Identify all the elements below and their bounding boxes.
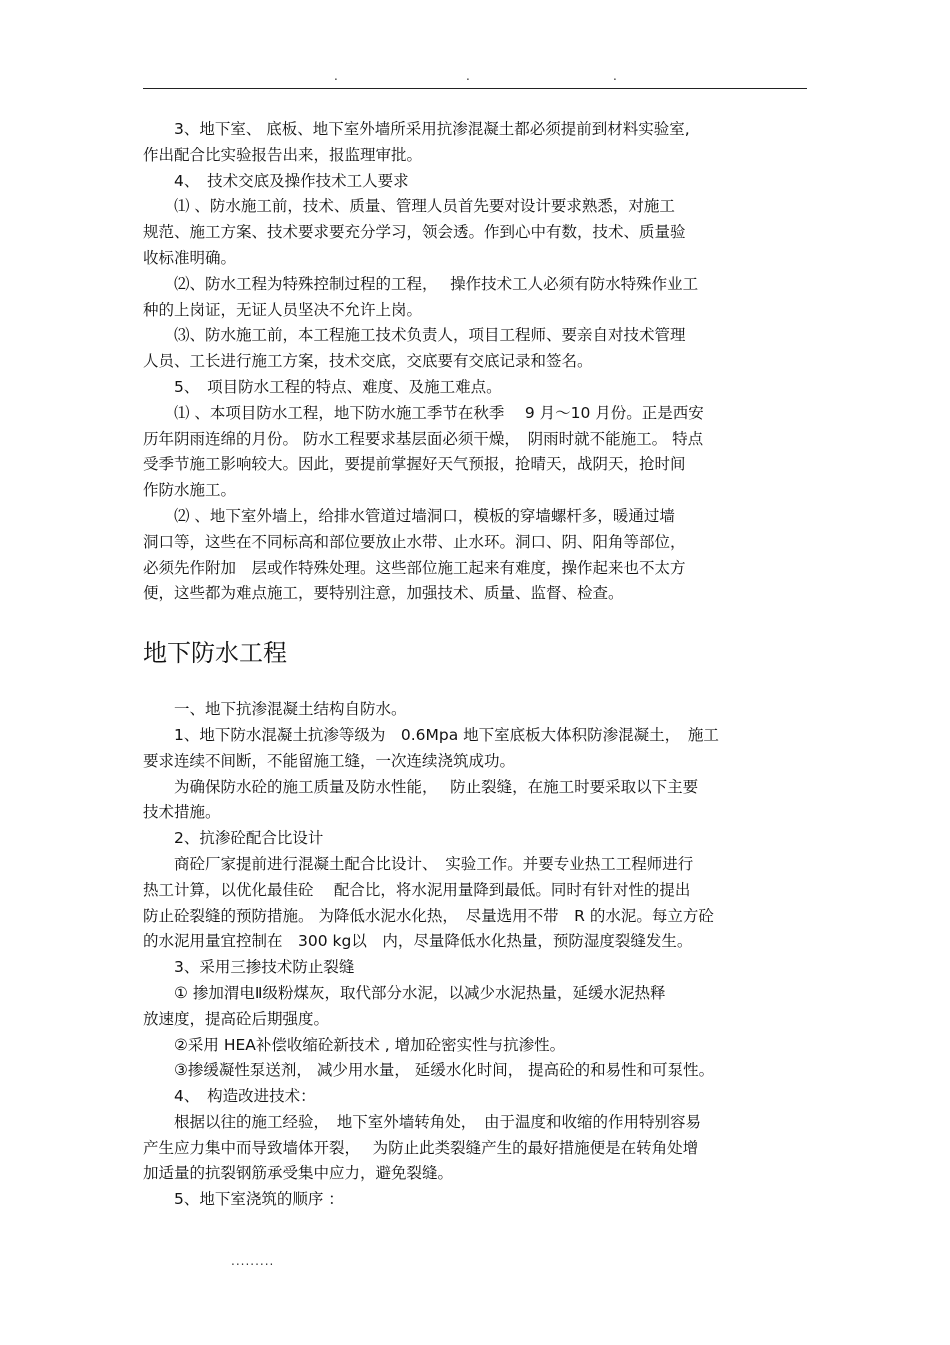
footer-dots: ......... [231,1254,275,1268]
text-line: ⑴ 、防水施工前，技术、质量、管理人员首先要对设计要求熟悉，对施工 [143,197,675,216]
text-line: 4、 技术交底及操作技术工人要求 [143,171,409,190]
text-line: 防止砼裂缝的预防措施。 为降低水泥水化热， 尽量选用不带 R 的水泥。每立方砼 [143,906,714,925]
text-line: 的水泥用量宜控制在 300 kg以 内，尽量降低水化热量，预防湿度裂缝发生。 [143,932,693,951]
header-dot: . [466,69,470,83]
text-line: 根据以往的施工经验， 地下室外墙转角处， 由于温度和收缩的作用特别容易 [143,1112,702,1131]
text-line: 加适量的抗裂钢筋承受集中应力，避免裂缝。 [143,1164,454,1183]
text-line: 3、地下室、 底板、地下室外墙所采用抗渗混凝土都必须提前到材料实验室, [143,120,690,138]
text-line: 2、抗渗砼配合比设计 [143,829,324,848]
text-line: 必须先作附加 层或作特殊处理。这些部位施工起来有难度，操作起来也不太方 [143,558,686,577]
text-line: 热工计算，以优化最佳砼 配合比，将水泥用量降到最低。同时有针对性的提出 [143,880,691,899]
section-construction-requirements [143,117,807,607]
text-line: 4、 构造改进技术： [143,1087,316,1106]
header-rule [143,88,807,89]
text-line: ① 掺加渭电Ⅱ级粉煤灰，取代部分水泥，以减少水泥热量，延缓水泥热释 [143,983,666,1002]
text-line: 收标准明确。 [143,248,237,267]
text-line: 技术措施。 [143,803,221,822]
text-line: ⑵、防水工程为特殊控制过程的工程， 操作技术工人必须有防水特殊作业工 [143,274,699,293]
text-line: 1、地下防水混凝土抗渗等级为 0.6Mpa 地下室底板大体积防渗混凝土， 施工 [143,725,719,744]
text-line: 为确保防水砼的施工质量及防水性能， 防止裂缝，在施工时要采取以下主要 [143,777,699,796]
text-line: 种的上岗证，无证人员坚决不允许上岗。 [143,300,423,319]
text-line: 受季节施工影响较大。因此，要提前掌握好天气预报，抢晴天，战阴天，抢时间 [143,455,686,474]
text-line: 一、地下抗渗混凝土结构自防水。 [143,700,407,719]
text-line: 商砼厂家提前进行混凝土配合比设计、 实验工作。并要专业热工工程师进行 [143,854,694,873]
text-line: 作防水施工。 [143,481,237,500]
section-underground-waterproofing [143,697,807,1213]
text-line: 产生应力集中而导致墙体开裂， 为防止此类裂缝产生的最好措施便是在转角处增 [143,1138,699,1157]
text-line: 便，这些都为难点施工，要特别注意，加强技术、质量、监督、检查。 [143,584,624,603]
text-line: 要求连续不间断，不能留施工缝，一次连续浇筑成功。 [143,751,516,770]
text-line: 历年阴雨连绵的月份。 防水工程要求基层面必须干燥， 阴雨时就不能施工。 特点 [143,429,704,448]
text-line: ⑴ 、本项目防水工程，地下防水施工季节在秋季 9 月～10 月份。正是西安 [143,403,704,422]
document-body [143,117,807,1213]
header-dot: . [613,69,617,83]
text-line: ⑵ 、地下室外墙上，给排水管道过墙洞口，模板的穿墙螺杆多，暖通过墙 [143,506,675,525]
text-line: 3、采用三掺技术防止裂缝 [143,958,355,977]
text-line: 放速度，提高砼后期强度。 [143,1009,330,1028]
text-line: 人员、工长进行施工方案，技术交底，交底要有交底记录和签名。 [143,352,593,371]
text-line: 5、 项目防水工程的特点、难度、及施工难点。 [143,377,502,396]
text-line: 洞口等，这些在不同标高和部位要放止水带、止水环。洞口、阴、阳角等部位， [143,532,686,551]
text-line: 作出配合比实验报告出来，报监理审批。 [143,145,423,164]
text-line: ⑶、防水施工前，本工程施工技术负责人，项目工程师、要亲自对技术管理 [143,326,686,345]
text-line: 5、地下室浇筑的顺序 ： [143,1190,344,1209]
text-line: 规范、施工方案、技术要求要充分学习，领会透。作到心中有数，技术、质量验 [143,223,686,242]
section-heading: 地下防水工程 [143,639,287,668]
header-dot: . [334,69,338,83]
text-line: ③掺缓凝性泵送剂， 减少用水量， 延缓水化时间， 提高砼的和易性和可泵性。 [143,1061,715,1080]
text-line: ②采用 HEA补偿收缩砼新技术 , 增加砼密实性与抗渗性。 [143,1035,566,1054]
header-dots [0,68,950,84]
